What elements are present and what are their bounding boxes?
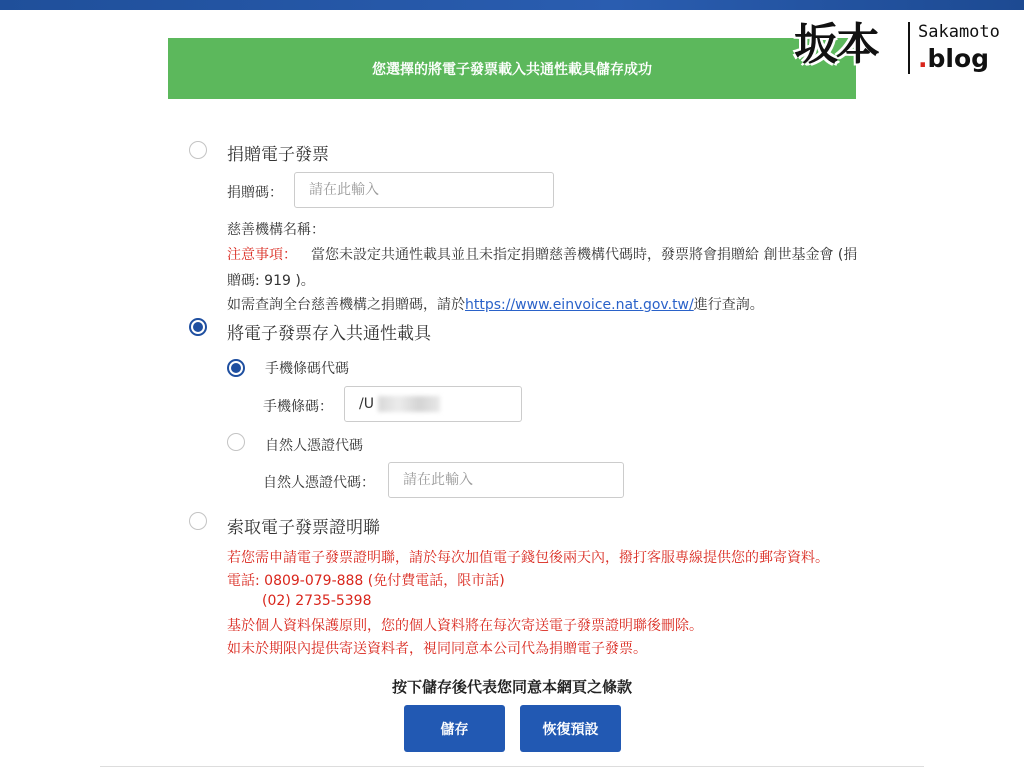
donate-code-label: 捐贈碼： [227,185,283,201]
citizen-cert-title: 自然人憑證代碼 [265,438,363,454]
save-button[interactable]: 儲存 [404,705,505,752]
citizen-cert-label: 自然人憑證代碼： [263,475,375,491]
carrier-title: 將電子發票存入共通性載具 [227,324,431,344]
request-phone-line: 電話: 0809-079-888 (免付費電話，限市話) [227,573,505,589]
site-watermark-logo [790,8,1020,88]
watermark-divider [908,22,910,74]
request-phone-line2: (02) 2735-5398 [262,593,372,609]
watermark-latin-text: Sakamoto [918,22,1000,42]
watermark-blog-word: blog [927,44,990,73]
donate-invoice-radio[interactable] [189,141,207,159]
charity-query-prefix: 如需查詢全台慈善機構之捐贈碼，請於 [227,297,465,313]
notice-text-line2: 贈碼: 919 )。 [227,273,315,289]
notice-label: 注意事項： [227,247,297,263]
watermark-blog-text [918,44,989,73]
carrier-radio[interactable] [189,318,207,336]
mobile-barcode-title: 手機條碼代碼 [265,361,349,377]
mobile-barcode-label: 手機條碼： [263,399,333,415]
bottom-divider [100,766,924,767]
reset-default-button[interactable]: 恢復預設 [520,705,621,752]
citizen-cert-input[interactable] [388,462,624,498]
citizen-cert-radio[interactable] [227,433,245,451]
request-deadline-line: 如未於期限內提供寄送資料者，視同同意本公司代為捐贈電子發票。 [227,641,647,657]
donate-code-input[interactable] [294,172,554,208]
request-info-line1: 若您需申請電子發票證明聯，請於每次加值電子錢包後兩天內，撥打客服專線提供您的郵寄資料。 [227,550,829,566]
watermark-cjk-text: 坂本 [794,19,878,70]
watermark-blog-dot: . [918,44,928,73]
einvoice-link[interactable]: https://www.einvoice.nat.gov.tw/ [465,297,694,313]
request-privacy-line: 基於個人資料保護原則，您的個人資料將在每次寄送電子發票證明聯後刪除。 [227,618,703,634]
success-message: 您選擇的將電子發票載入共通性載具儲存成功 [372,61,652,78]
charity-query-suffix: 進行查詢。 [693,297,764,313]
request-certificate-radio[interactable] [189,512,207,530]
mobile-barcode-radio[interactable] [227,359,245,377]
charity-name-label: 慈善機構名稱： [227,222,325,238]
terms-agreement-text: 按下儲存後代表您同意本網頁之條款 [391,678,632,696]
masked-barcode-value [378,396,440,412]
donate-invoice-title: 捐贈電子發票 [227,145,329,165]
request-certificate-title: 索取電子發票證明聯 [227,518,380,538]
notice-text-line1: 當您未設定共通性載具並且未指定捐贈慈善機構代碼時，發票將會捐贈給 創世基金會 (捐 [311,247,858,263]
success-banner [168,38,856,99]
charity-query-text [227,294,764,314]
